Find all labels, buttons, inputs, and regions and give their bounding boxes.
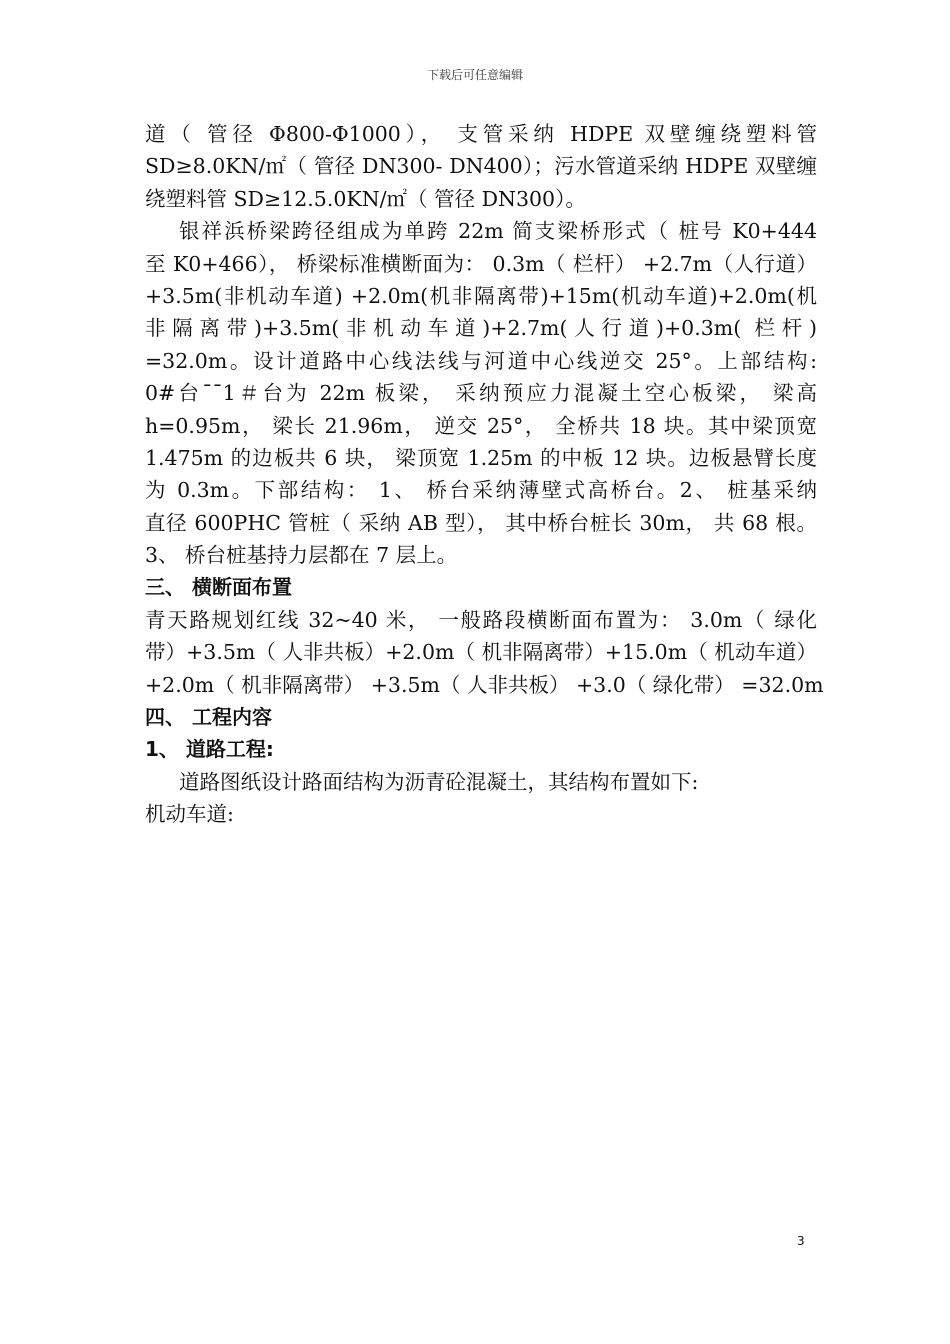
- body-line: 道路图纸设计路面结构为沥青砼混凝土，其结构布置如下:: [179, 769, 699, 794]
- section-heading: 三、 横断面布置: [145, 575, 292, 600]
- body-line: 1.475m 的边板共 6 块， 梁顶宽 1.25m 的中板 12 块。边板悬臂长度: [145, 445, 817, 470]
- subsection-heading: 1、 道路工程:: [145, 737, 274, 762]
- body-line: 为 0.3m。下部结构： 1、 桥台采纳薄壁式高桥台。2、 桩基采纳: [145, 478, 817, 503]
- body-line: h=0.95m， 梁长 21.96m， 逆交 25°， 全桥共 18 块。其中梁顶宽: [145, 413, 817, 438]
- body-line: 0#台¯¯1＃台为 22m 板梁， 采纳预应力混凝土空心板梁， 梁高: [145, 381, 817, 406]
- body-line: 3、 桥台桩基持力层都在 7 层上。: [145, 543, 458, 568]
- body-line: =32.0m。设计道路中心线法线与河道中心线逆交 25°。上部结构:: [145, 348, 817, 373]
- body-line: 至 K0+466）， 桥梁标准横断面为： 0.3m（ 栏杆） +2.7m（人行道）: [145, 251, 817, 276]
- body-line: SD≥8.0KN/㎡（ 管径 DN300- DN400）；污水管道采纳 HDPE 双壁缠: [145, 154, 817, 179]
- page-number: 3: [797, 1234, 805, 1248]
- body-line: +3.5m(非机动车道) +2.0m(机非隔离带)+15m(机动车道)+2.0m(机: [145, 283, 817, 308]
- page-header: 下载后可任意编辑: [426, 68, 523, 82]
- body-line: 带）+3.5m（ 人非共板）+2.0m（ 机非隔离带）+15.0m（ 机动车道）: [145, 640, 817, 665]
- body-line: 机动车道:: [145, 802, 234, 827]
- body-line: 青天路规划红线 32~40 米， 一般路段横断面布置为： 3.0m（ 绿化: [145, 607, 817, 632]
- body-line: 非隔离带)+3.5m(非机动车道)+2.7m(人行道)+0.3m( 栏杆): [145, 316, 817, 341]
- body-line: 道（ 管径 Φ800-Φ1000）， 支管采纳 HDPE 双壁缠绕塑料管: [145, 122, 817, 146]
- body-line: 银祥浜桥梁跨径组成为单跨 22m 简支梁桥形式（ 桩号 K0+444: [179, 219, 817, 244]
- document-body: [145, 118, 824, 831]
- body-line: +2.0m（ 机非隔离带） +3.5m（ 人非共板） +3.0（ 绿化带） =32.0m: [145, 672, 824, 697]
- body-line: 直径 600PHC 管桩（ 采纳 AB 型）， 其中桥台桩长 30m， 共 68 根。: [145, 510, 817, 535]
- body-line: 绕塑料管 SD≥12.5.0KN/㎡（ 管径 DN300）。: [145, 186, 586, 211]
- section-heading: 四、 工程内容: [145, 705, 272, 730]
